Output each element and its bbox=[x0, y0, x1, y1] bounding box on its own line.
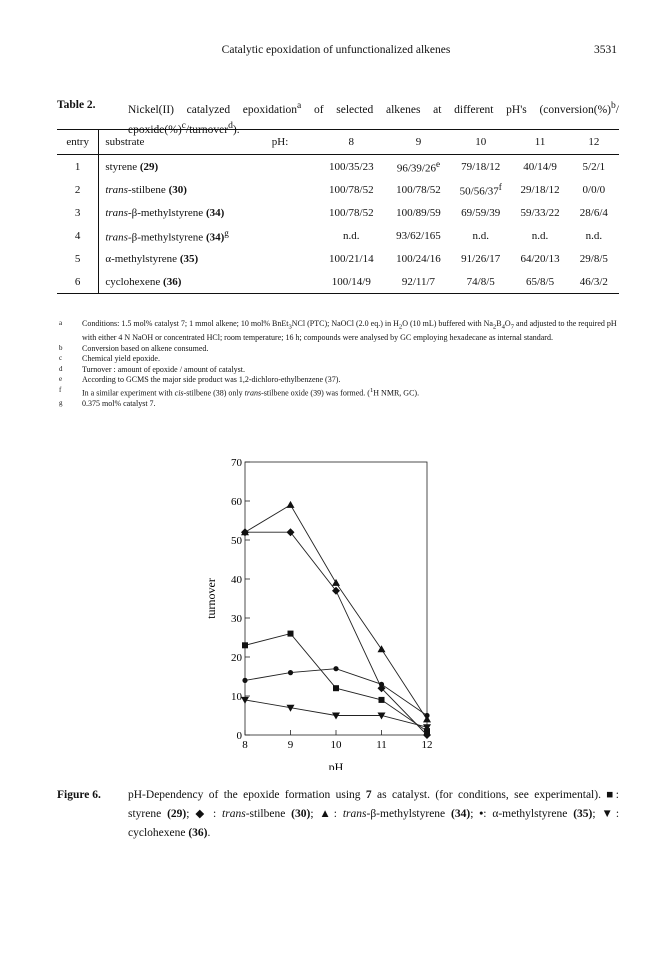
header-ph: pH: bbox=[272, 130, 316, 155]
data-point-circle bbox=[242, 678, 247, 683]
value-cell: 100/24/16 bbox=[396, 252, 441, 265]
value-cell: 64/20/13 bbox=[520, 252, 560, 265]
y-tick-label: 70 bbox=[231, 457, 242, 469]
value-cell: 79/18/12 bbox=[461, 160, 501, 173]
x-tick-label: 11 bbox=[376, 739, 387, 751]
footnote: f In a similar experiment with cis-stilbene (38) only trans-stilbene oxide (39) was formed. ($^1$H NMR, GC). bbox=[59, 385, 420, 398]
footnote: a Conditions: 1.5 mol% catalyst 7; 1 mmol alkene; 10 mol% BnEt$_3$NCl (PTC); NaOCl (2.0 eq.) in $H_2O$ (10 mL) buffered with $Na_2B_4O_7$ and adjusted to the required pH with either 4 N NaOH or concentrated HCl; room temperature; 16 h; compounds were analysed by GC employing hexadecane as internal standard. bbox=[59, 319, 617, 343]
y-tick-label: 20 bbox=[231, 652, 242, 664]
value-cell: 100/14/9 bbox=[316, 270, 387, 294]
table-footnotes bbox=[57, 319, 619, 409]
substrate-cell: styrene (29) bbox=[99, 155, 272, 179]
value-cell: 65/8/5 bbox=[511, 270, 568, 294]
header-substrate: substrate bbox=[99, 130, 272, 155]
footnote: b Conversion based on alkene consumed. bbox=[59, 343, 209, 353]
x-tick-label: 8 bbox=[242, 739, 248, 751]
entry-cell: 2 bbox=[74, 183, 81, 196]
table-row bbox=[57, 178, 619, 201]
y-tick-label: 30 bbox=[231, 613, 242, 625]
value-cell: 5/2/1 bbox=[582, 160, 606, 173]
data-point-square bbox=[288, 631, 294, 637]
data-point-square bbox=[333, 685, 339, 691]
data-point-triangle-up bbox=[378, 645, 386, 652]
value-cell: 100/78/52 bbox=[328, 183, 374, 196]
data-point-circle bbox=[288, 670, 293, 675]
substrate-cell: cyclohexene (36) bbox=[99, 270, 272, 294]
table-header-row bbox=[57, 130, 619, 155]
data-point-circle bbox=[379, 682, 384, 687]
substrate-cell: trans-β-methylstyrene $(34)^g$ bbox=[99, 224, 272, 247]
value-cell: 0/0/0 bbox=[582, 183, 606, 196]
x-tick-label: 12 bbox=[421, 739, 433, 751]
y-tick-label: 40 bbox=[231, 574, 242, 586]
value-cell: 100/35/23 bbox=[328, 160, 374, 173]
data-point-triangle-up bbox=[287, 501, 295, 508]
header-ph-10: 10 bbox=[450, 130, 511, 155]
entry-cell: 5 bbox=[74, 252, 81, 265]
data-point-square bbox=[242, 642, 248, 648]
table-row bbox=[57, 270, 619, 294]
table-label: Table 2. bbox=[57, 99, 96, 111]
value-cell: 93/62/165 bbox=[396, 229, 441, 242]
series-line-circle bbox=[245, 669, 427, 716]
entry-cell: 6 bbox=[57, 270, 99, 294]
header-ph-11: 11 bbox=[511, 130, 568, 155]
figure-caption-text: pH-Dependency of the epoxide formation using 7 as catalyst. (for conditions, see experimental). ■: styrene (29); ◆ : trans-stilbene (30); ▲: trans-β-methylstyrene (34); •: α-methylstyrene (35); ▼: cyclohexene (36). bbox=[128, 789, 620, 839]
value-cell: 96/39/26e bbox=[396, 158, 441, 175]
figure-label: Figure 6. bbox=[57, 789, 101, 801]
running-title: Catalytic epoxidation of unfunctionalized alkenes bbox=[221, 44, 451, 56]
substrate-cell: α-methylstyrene (35) bbox=[99, 247, 272, 270]
value-cell: 28/6/4 bbox=[579, 206, 608, 219]
value-cell: 29/8/5 bbox=[579, 252, 608, 265]
x-tick-label: 10 bbox=[330, 739, 342, 751]
table-row bbox=[57, 201, 619, 224]
y-tick-label: 50 bbox=[231, 535, 242, 547]
entry-cell: 3 bbox=[74, 206, 81, 219]
page-number: 3531 bbox=[594, 44, 617, 56]
footnote: g 0.375 mol% catalyst 7. bbox=[59, 398, 156, 408]
value-cell: 40/14/9 bbox=[523, 160, 557, 173]
header-ph-8: 8 bbox=[316, 130, 387, 155]
value-cell: 100/78/52 bbox=[396, 183, 441, 196]
value-cell: 92/11/7 bbox=[387, 270, 450, 294]
entry-cell: 4 bbox=[74, 229, 81, 242]
header-ph-9: 9 bbox=[387, 130, 450, 155]
footnote: e According to GCMS the major side product was 1,2-dichloro-ethylbenzene (37). bbox=[59, 375, 341, 385]
data-point-triangle-down bbox=[332, 713, 340, 720]
data-point-diamond bbox=[287, 528, 295, 536]
value-cell: 100/78/52 bbox=[328, 206, 374, 219]
data-point-circle bbox=[424, 713, 429, 718]
table-row bbox=[57, 224, 619, 247]
value-cell: 100/89/59 bbox=[396, 206, 441, 219]
y-tick-label: 0 bbox=[236, 730, 242, 742]
header-ph-12: 12 bbox=[569, 130, 619, 155]
value-cell: 69/59/39 bbox=[461, 206, 501, 219]
data-point-triangle-up bbox=[332, 579, 340, 586]
y-tick-label: 10 bbox=[231, 691, 242, 703]
data-point-circle bbox=[333, 666, 338, 671]
table-row bbox=[57, 155, 619, 179]
value-cell: 74/8/5 bbox=[450, 270, 511, 294]
data-point-diamond bbox=[332, 587, 340, 595]
substrate-cell: trans-β-methylstyrene (34) bbox=[99, 201, 272, 224]
value-cell: n.d. bbox=[531, 229, 549, 242]
epoxidation-table bbox=[57, 129, 619, 294]
table-caption-text: Nickel(II) catalyzed epoxidation$^a$ of selected alkenes at different pH's (conversion(%)$^b$/ epoxide(%)$^c$/turnover$^d$). bbox=[128, 100, 619, 136]
value-cell: 91/26/17 bbox=[461, 252, 501, 265]
value-cell: 46/3/2 bbox=[569, 270, 619, 294]
value-cell: 59/33/22 bbox=[520, 206, 560, 219]
turnover-chart-svg bbox=[190, 450, 480, 770]
substrate-cell: trans-stilbene (30) bbox=[99, 178, 272, 201]
y-axis-label: turnover bbox=[204, 578, 218, 619]
value-cell: 29/18/12 bbox=[520, 183, 560, 196]
table-row bbox=[57, 247, 619, 270]
footnote: d Turnover : amount of epoxide / amount of catalyst. bbox=[59, 364, 246, 374]
y-tick-label: 60 bbox=[231, 496, 242, 508]
x-tick-label: 9 bbox=[287, 739, 294, 751]
x-axis-label: pH bbox=[328, 760, 344, 770]
footnote: c Chemical yield epoxide. bbox=[59, 354, 160, 364]
data-point-square bbox=[379, 697, 385, 703]
value-cell: n.d. bbox=[585, 229, 603, 242]
plot-frame bbox=[245, 462, 427, 735]
header-entry: entry bbox=[57, 130, 99, 155]
value-cell: n.d. bbox=[343, 229, 360, 242]
value-cell: 50/56/37$^f$ bbox=[459, 181, 502, 198]
turnover-chart bbox=[190, 450, 480, 775]
value-cell: 100/21/14 bbox=[328, 252, 374, 265]
value-cell: n.d. bbox=[472, 229, 489, 242]
entry-cell: 1 bbox=[74, 160, 81, 173]
